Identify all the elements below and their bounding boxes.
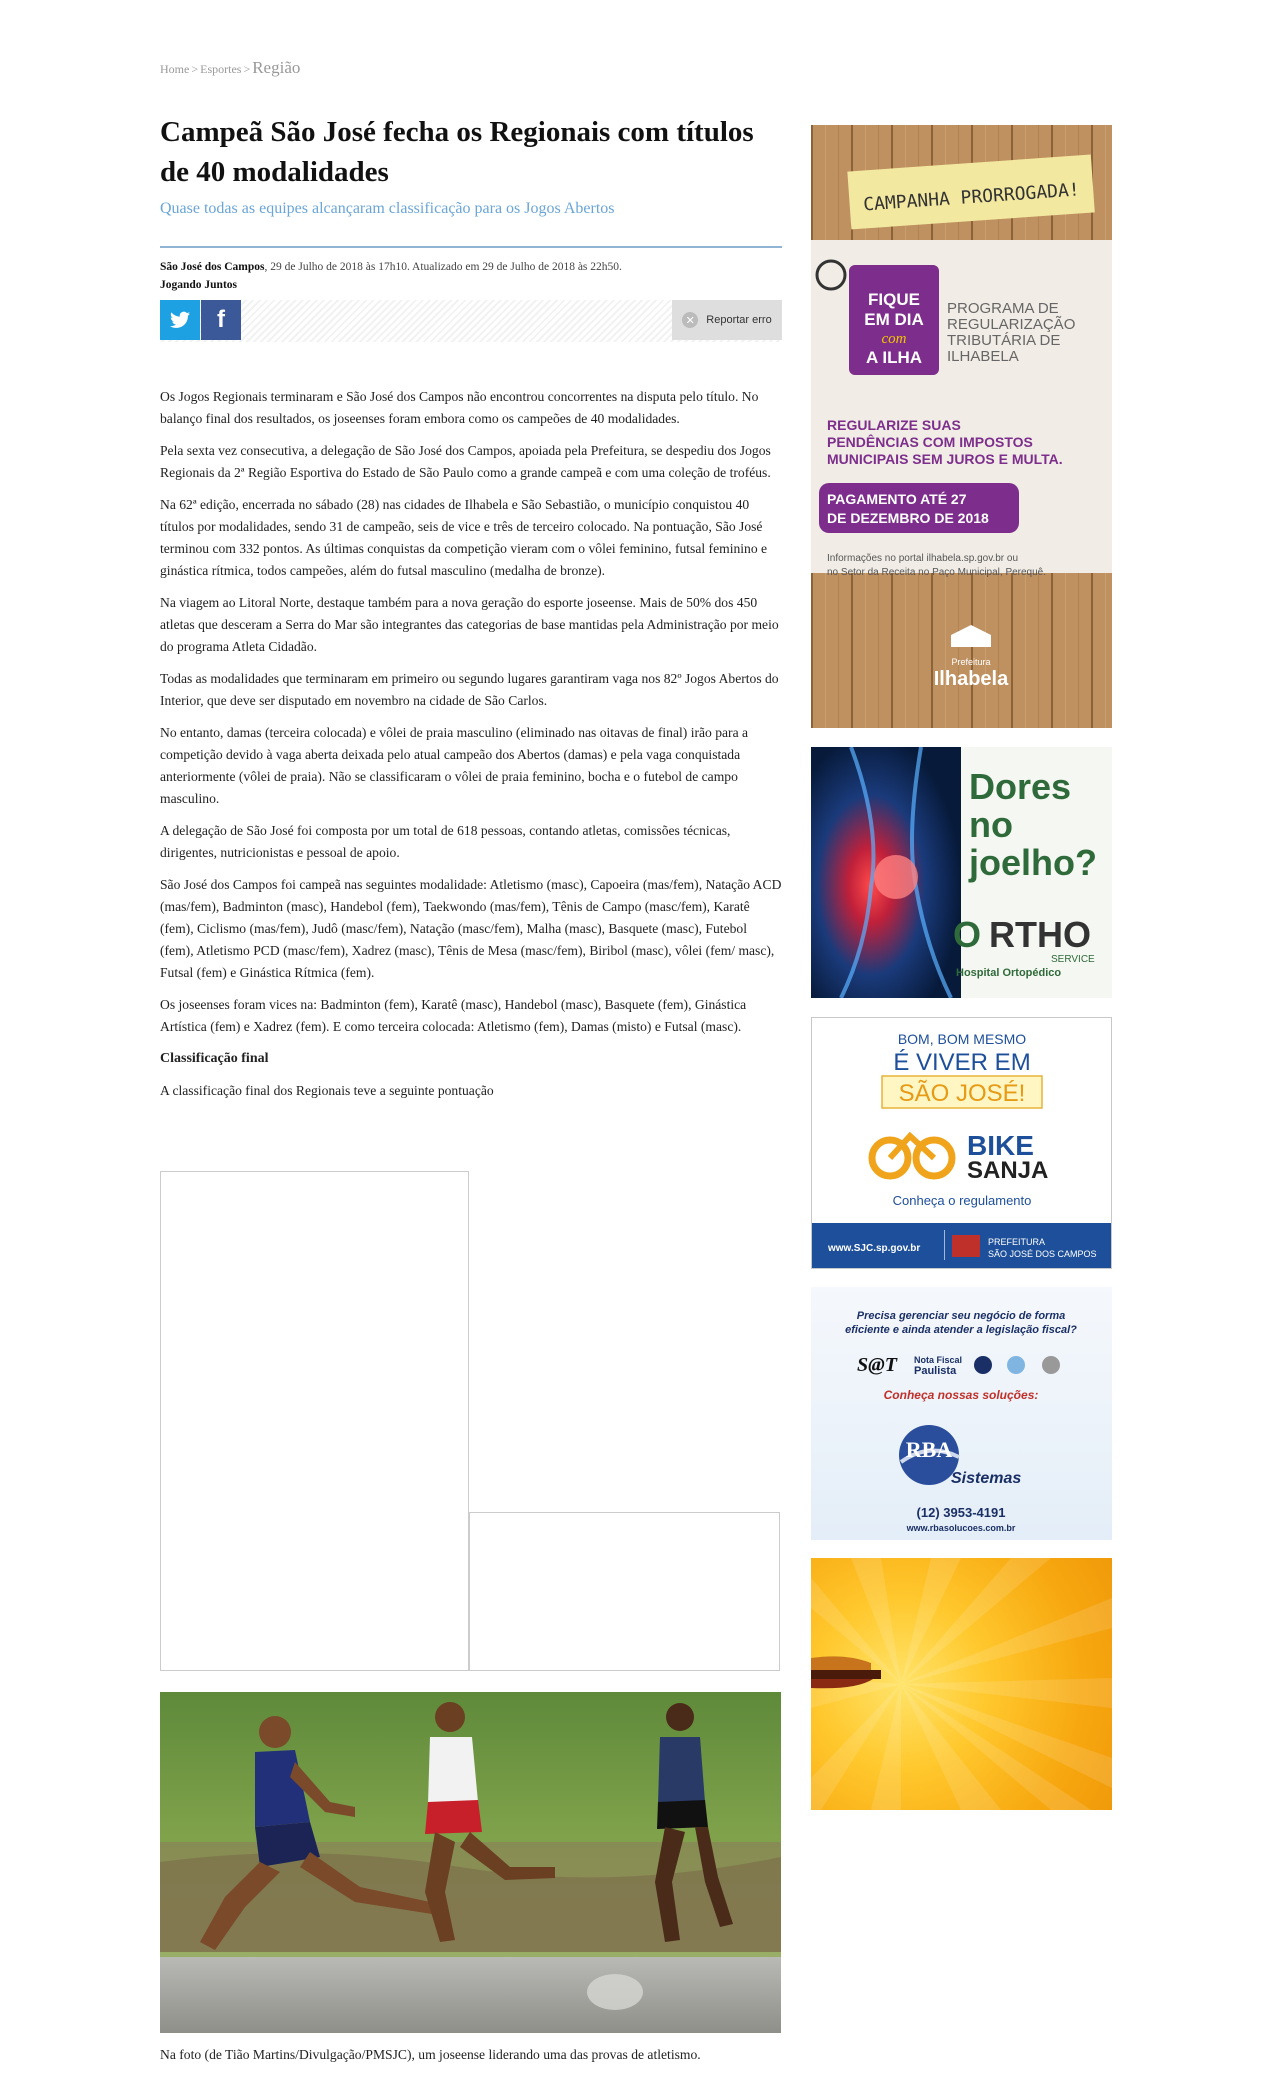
ad-text: (12) 3953-4191 — [916, 1505, 1006, 1520]
paragraph: Os Jogos Regionais terminaram e São José dos Campos não encontrou concorrentes na disputa pelo título. No balanço final dos resultados, os joseenses foram embora como os campeões de 40 modalidades. — [160, 389, 759, 426]
divider — [160, 246, 782, 248]
report-error-label: Reportar erro — [706, 314, 772, 326]
ad-text: Precisa gerenciar seu negócio de forma — [856, 1310, 1066, 1322]
athletes-image — [160, 1692, 781, 2033]
ad-text: RBA — [905, 1437, 953, 1462]
facebook-icon: f — [217, 306, 225, 333]
ilhabela-ad-art — [811, 125, 1112, 728]
ad-text: www.SJC.sp.gov.br — [828, 1243, 921, 1254]
article-title: Campeã São José fecha os Regionais com títulos de 40 modalidades — [160, 116, 754, 188]
breadcrumb-section[interactable]: Esportes — [200, 62, 242, 76]
ad-text: SANJA — [967, 1157, 1049, 1184]
ad-sunburst[interactable] — [811, 1558, 1112, 1810]
ad-text: SÃO JOSÉ DOS CAMPOS — [988, 1249, 1097, 1259]
ad-text: Nota Fiscal — [914, 1355, 963, 1365]
ad-text: Conheça o regulamento — [892, 1193, 1032, 1208]
facebook-share-button[interactable] — [201, 300, 241, 340]
section-heading: Classificação final — [160, 1051, 269, 1066]
paragraph: A classificação final dos Regionais teve a seguinte pontuação — [160, 1083, 494, 1098]
twitter-icon — [170, 311, 190, 329]
ad-text: Paulista — [914, 1365, 957, 1377]
ortho-ad-art — [811, 747, 1112, 998]
paragraph: Pela sexta vez consecutiva, a delegação de São José dos Campos, apoiada pela Prefeitura, se despediu dos Jogos Regionais da 2ª Região Esportiva do Estado de São Paulo como a grande campeã e com uma coleção de troféus. — [160, 443, 771, 480]
ad-text: PREFEITURA — [988, 1237, 1046, 1247]
paragraph: Na viagem ao Litoral Norte, destaque também para a nova geração do esporte joseense. Mais de 50% dos 450 atletas que desceram a Serra do Mar são integrantes das categorias de base mantidas pela Administração por meio do programa Atleta Cidadão. — [160, 595, 779, 654]
paragraph: Os joseenses foram vices na: Badminton (fem), Karatê (masc), Handebol (masc), Basquete (fem), Ginástica Artística (fem) e Xadrez (fem). E como terceira colocada: Atletismo (fem), Damas (misto) e Futsal (masc). — [160, 997, 747, 1034]
article-photo — [160, 1692, 781, 2033]
rba-ad-art — [811, 1287, 1112, 1540]
ad-text: PENDÊNCIAS COM IMPOSTOS — [827, 434, 1033, 450]
ad-text: ILHABELA — [947, 348, 1019, 365]
report-error-button[interactable] — [672, 300, 782, 340]
ad-tag: CAMPANHA PRORROGADA! — [862, 179, 1081, 216]
ad-text: Conheça nossas soluções: — [883, 1388, 1039, 1402]
breadcrumb-current[interactable]: Região — [252, 58, 301, 77]
ad-text: SERVICE — [1051, 954, 1095, 965]
ad-text: joelho? — [969, 842, 1097, 883]
ad-text: DE DEZEMBRO DE 2018 — [827, 510, 989, 526]
ad-text: Informações no portal ilhabela.sp.gov.br ou — [827, 553, 1019, 564]
article-meta — [160, 258, 782, 294]
ad-text: A ILHA — [865, 348, 923, 367]
ad-text: MUNICIPAIS SEM JUROS E MULTA. — [827, 451, 1063, 467]
embedded-frame[interactable] — [160, 1171, 469, 1671]
ad-text: com — [881, 331, 907, 347]
ad-text: O — [953, 914, 982, 955]
embedded-frame[interactable] — [469, 1512, 780, 1671]
sunburst-ad-art — [811, 1558, 1112, 1810]
close-icon: ✕ — [682, 312, 698, 328]
paragraph: São José dos Campos foi campeã nas seguintes modalidade: Atletismo (masc), Capoeira (mas/fem), Natação ACD (mas/fem), Badminton (masc), Handebol (fem), Taekwondo (mas/fem), Tênis de Campo (masc/fem), Karatê (fem), Ciclismo (mas/fem), Judô (masc/fem), Natação (masc/fem), Malha (masc), Basquete (masc), Futebol (fem), Atletismo PCD (masc/fem), Xadrez (masc), Tênis de Mesa (masc/fem), Biribol (masc), vôlei (fem/ masc), Futsal (fem) e Ginástica Rítmica (fem). — [160, 877, 782, 980]
bike-ad-art — [812, 1018, 1111, 1268]
ad-text: REGULARIZAÇÃO — [947, 316, 1076, 333]
paragraph: Todas as modalidades que terminaram em primeiro ou segundo lugares garantiram vaga nos 82º Jogos Abertos do Interior, que deve ser disputado em novembro na cidade de São Carlos. — [160, 671, 779, 708]
breadcrumb: Home > Esportes > Região — [160, 58, 301, 77]
ad-text: Hospital Ortopédico — [956, 967, 1062, 979]
article — [160, 112, 782, 1112]
article-subtitle: Quase todas as equipes alcançaram classificação para os Jogos Abertos — [160, 200, 615, 217]
paragraph: Na 62ª edição, encerrada no sábado (28) nas cidades de Ilhabela e São Sebastião, o município conquistou 40 títulos por modalidades, sendo 31 de campeão, seis de vice e três de terceiro colocado. Na pontuação, São José terminou com 332 pontos. As últimas conquistas da competição vieram com o vôlei feminino, futsal feminino e ginástica rítmica, todos campeões, além do futsal masculino (medalha de bronze). — [160, 497, 768, 578]
ad-text: www.rbasolucoes.com.br — [906, 1523, 1016, 1533]
ad-text: BIKE — [967, 1130, 1034, 1161]
article-body — [160, 386, 782, 1102]
ad-text: FIQUE — [868, 290, 920, 309]
ad-ilhabela[interactable] — [811, 125, 1112, 728]
ad-text: É VIVER EM — [893, 1049, 1031, 1076]
share-bar — [160, 300, 782, 342]
ad-text: Sistemas — [951, 1470, 1022, 1487]
ad-bike-sanja[interactable] — [811, 1017, 1112, 1269]
paragraph: No entanto, damas (terceira colocada) e vôlei de praia masculino (eliminado nas oitavas de final) irão para a competição devido à vaga aberta deixada pelo atual campeão dos Abertos (damas) e pela vaga conquistada anteriormente (vôlei de praia). Não se classificaram o vôlei de praia feminino, bocha e o futebol de campo masculino. — [160, 725, 749, 806]
ad-text: Prefeitura — [951, 657, 991, 667]
ad-ortho-service[interactable] — [811, 747, 1112, 998]
meta-place: São José dos Campos — [160, 261, 265, 273]
paragraph: A delegação de São José foi composta por um total de 618 pessoas, contando atletas, comissões técnicas, dirigentes, nutricionistas e pessoal de apoio. — [160, 823, 731, 860]
twitter-share-button[interactable] — [160, 300, 200, 340]
ad-text: BOM, BOM MESMO — [897, 1031, 1027, 1047]
ad-text: REGULARIZE SUAS — [827, 417, 961, 433]
ad-text: Ilhabela — [933, 668, 1009, 690]
ad-text: EM DIA — [864, 310, 924, 329]
ad-text: eficiente e ainda atender a legislação fiscal? — [845, 1324, 1077, 1336]
ad-text: no — [969, 804, 1013, 845]
ad-rba-sistemas[interactable] — [811, 1287, 1112, 1540]
ad-text: no Setor da Receita no Paço Municipal, Perequê. — [827, 567, 1047, 578]
breadcrumb-home[interactable]: Home — [160, 62, 190, 76]
ad-text: Dores — [969, 766, 1072, 807]
ad-text: TRIBUTÁRIA DE — [947, 332, 1061, 349]
ad-text: RTHO — [989, 914, 1091, 955]
photo-caption: Na foto (de Tião Martins/Divulgação/PMSJC), um joseense liderando uma das provas de atletismo. — [160, 2047, 701, 2062]
meta-author: Jogando Juntos — [160, 279, 238, 291]
ad-text: PROGRAMA DE — [947, 300, 1059, 317]
ad-text: PAGAMENTO ATÉ 27 — [827, 491, 967, 507]
meta-dateline: , 29 de Julho de 2018 às 17h10. Atualizado em 29 de Julho de 2018 às 22h50. — [264, 261, 622, 273]
ad-text: SÃO JOSÉ! — [898, 1080, 1026, 1107]
ad-text: S@T — [857, 1354, 897, 1376]
